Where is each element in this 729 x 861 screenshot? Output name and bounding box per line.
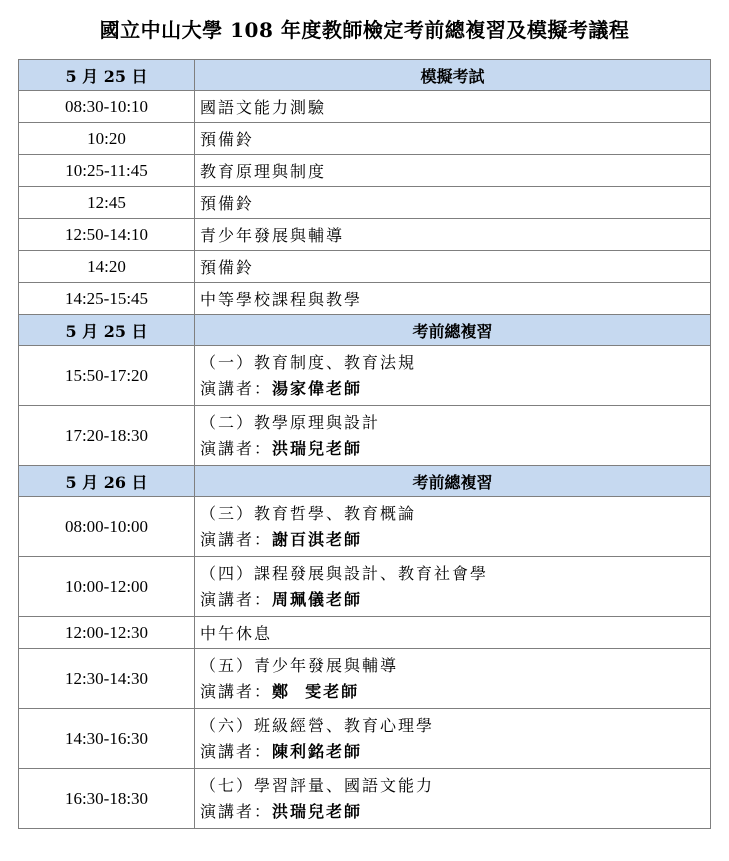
- row-time: 10:00-12:00: [19, 557, 195, 617]
- row-speaker: [200, 587, 710, 613]
- table-row: [19, 251, 711, 283]
- row-topic: 預備鈴: [195, 251, 711, 283]
- row-time: 12:45: [19, 187, 195, 219]
- row-topic: 中等學校課程與教學: [195, 283, 711, 315]
- speaker-label: 演講者：: [200, 801, 273, 821]
- row-time: 10:25-11:45: [19, 155, 195, 187]
- table-row: [19, 649, 711, 709]
- row-time: 12:00-12:30: [19, 617, 195, 649]
- speaker-name: 謝百淇老師: [272, 529, 363, 549]
- row-time: 16:30-18:30: [19, 769, 195, 829]
- row-time: 15:50-17:20: [19, 346, 195, 406]
- row-speaker: [200, 436, 710, 462]
- row-topic: 中午休息: [195, 617, 711, 649]
- row-desc: [195, 649, 711, 709]
- section-header: [19, 315, 711, 346]
- row-topic: 預備鈴: [195, 123, 711, 155]
- speaker-name: 洪瑞兒老師: [272, 438, 363, 458]
- row-desc: [195, 497, 711, 557]
- section-heading: 考前總複習: [195, 466, 711, 497]
- speaker-label: 演講者：: [200, 681, 273, 701]
- speaker-name: 陳利銘老師: [272, 741, 363, 761]
- table-row: [19, 283, 711, 315]
- table-row: [19, 557, 711, 617]
- table-row: [19, 769, 711, 829]
- speaker-label: 演講者：: [200, 529, 273, 549]
- row-speaker: [200, 679, 710, 705]
- row-speaker: [200, 799, 710, 825]
- row-time: 17:20-18:30: [19, 406, 195, 466]
- table-row: [19, 123, 711, 155]
- section-date: 5 月 25 日: [19, 315, 195, 346]
- speaker-name: 周珮儀老師: [272, 589, 363, 609]
- row-topic: 教育原理與制度: [195, 155, 711, 187]
- row-topic: （一）教育制度、教育法規: [200, 352, 417, 372]
- row-time: 14:25-15:45: [19, 283, 195, 315]
- row-desc: [195, 406, 711, 466]
- row-desc: [195, 346, 711, 406]
- table-row: [19, 406, 711, 466]
- section-date: 5 月 25 日: [19, 60, 195, 91]
- row-topic: （七）學習評量、國語文能力: [200, 775, 435, 795]
- speaker-name: 鄭 雯老師: [272, 681, 360, 701]
- row-time: 12:50-14:10: [19, 219, 195, 251]
- row-time: 08:00-10:00: [19, 497, 195, 557]
- speaker-label: 演講者：: [200, 378, 273, 398]
- table-row: [19, 346, 711, 406]
- page-title: 國立中山大學 108 年度教師檢定考前總複習及模擬考議程: [99, 18, 630, 42]
- table-row: [19, 709, 711, 769]
- speaker-name: 洪瑞兒老師: [272, 801, 363, 821]
- row-time: 10:20: [19, 123, 195, 155]
- row-time: 14:20: [19, 251, 195, 283]
- speaker-label: 演講者：: [200, 741, 273, 761]
- row-topic: 國語文能力測驗: [195, 91, 711, 123]
- row-topic: （六）班級經營、教育心理學: [200, 715, 435, 735]
- row-desc: [195, 709, 711, 769]
- table-row: [19, 219, 711, 251]
- row-topic: 青少年發展與輔導: [195, 219, 711, 251]
- row-topic: （二）教學原理與設計: [200, 412, 381, 432]
- table-row: [19, 91, 711, 123]
- section-date: 5 月 26 日: [19, 466, 195, 497]
- table-row: [19, 497, 711, 557]
- row-topic: （五）青少年發展與輔導: [200, 655, 399, 675]
- row-time: 12:30-14:30: [19, 649, 195, 709]
- row-desc: [195, 769, 711, 829]
- speaker-label: 演講者：: [200, 589, 273, 609]
- schedule-table: [18, 59, 711, 829]
- table-row: [19, 617, 711, 649]
- section-header: [19, 60, 711, 91]
- table-row: [19, 155, 711, 187]
- row-time: 14:30-16:30: [19, 709, 195, 769]
- speaker-label: 演講者：: [200, 438, 273, 458]
- row-speaker: [200, 527, 710, 553]
- section-header: [19, 466, 711, 497]
- row-topic: （四）課程發展與設計、教育社會學: [200, 563, 489, 583]
- section-heading: 模擬考試: [195, 60, 711, 91]
- row-speaker: [200, 739, 710, 765]
- row-time: 08:30-10:10: [19, 91, 195, 123]
- section-heading: 考前總複習: [195, 315, 711, 346]
- row-topic: 預備鈴: [195, 187, 711, 219]
- row-topic: （三）教育哲學、教育概論: [200, 503, 417, 523]
- row-desc: [195, 557, 711, 617]
- table-row: [19, 187, 711, 219]
- row-speaker: [200, 376, 710, 402]
- speaker-name: 湯家偉老師: [272, 378, 363, 398]
